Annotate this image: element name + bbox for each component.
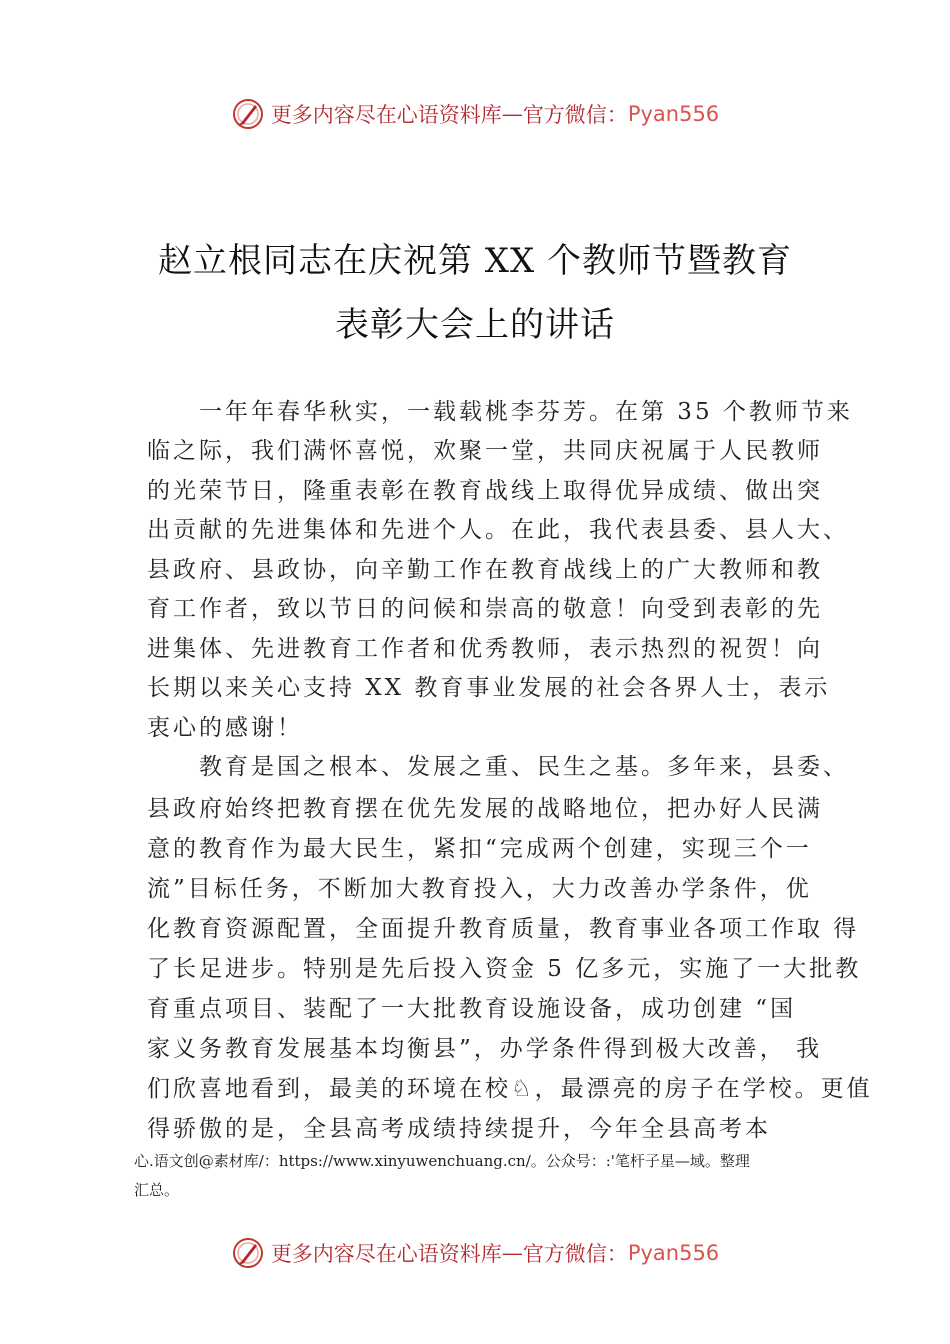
document-title-line-2: 表彰大会上的讲话 bbox=[335, 305, 615, 345]
banner-wechat-label: 官方微信： bbox=[522, 103, 628, 127]
body-line: 们欣喜地看到，最美的环境在校♘，最漂亮的房子在学校。更值 bbox=[147, 1076, 873, 1102]
banner-text: 更多内容尽在心语资料库 bbox=[270, 103, 502, 127]
footer-banner bbox=[0, 1233, 950, 1273]
body-line: 育工作者，致以节日的问候和崇高的敬意！向受到表彰的先 bbox=[147, 596, 823, 622]
body-line: 意的教育作为最大民生，紧扣“完成两个创建，实现三个一 bbox=[147, 836, 812, 862]
body-line: 出贡献的先进集体和先进个人。在此，我代表县委、县人大、 bbox=[147, 517, 849, 543]
body-line: 长期以来关心支持 XX 教育事业发展的社会各界人士，表示 bbox=[147, 675, 831, 701]
body-line: 进集体、先进教育工作者和优秀教师，表示热烈的祝贺！向 bbox=[147, 636, 823, 662]
banner-separator: — bbox=[501, 102, 523, 126]
body-line: 流”目标任务，不断加大教育投入，大力改善办学条件，优 bbox=[147, 876, 812, 902]
body-line: 衷心的感谢！ bbox=[147, 715, 303, 741]
banner-wechat-id: Pyan556 bbox=[627, 102, 720, 126]
document-title-line-1: 赵立根同志在庆祝第 XX 个教师节暨教育 bbox=[157, 241, 793, 281]
body-line: 一年年春华秋实，一载载桃李芬芳。在第 35 个教师节来 bbox=[147, 399, 853, 425]
body-line: 县政府始终把教育摆在优先发展的战略地位，把办好人民满 bbox=[147, 796, 823, 822]
body-line: 县政府、县政协，向辛勤工作在教育战线上的广大教师和教 bbox=[147, 557, 823, 583]
footer-source-note: 心.语文创@素材库/：https://www.xinyuwenchuang.cn/。公众号：:'笔杆子星—域。整理 bbox=[134, 1152, 750, 1170]
body-line: 化教育资源配置，全面提升教育质量，教育事业各项工作取 得 bbox=[147, 916, 860, 942]
body-line: 家义务教育发展基本均衡县”，办学条件得到极大改善， 我 bbox=[147, 1036, 823, 1062]
header-banner bbox=[0, 94, 950, 134]
body-line: 得骄傲的是，全县高考成绩持续提升，今年全县高考本 bbox=[147, 1116, 771, 1142]
banner-text: 更多内容尽在心语资料库 bbox=[270, 1242, 502, 1266]
banner-separator: — bbox=[501, 1241, 523, 1265]
body-line: 的光荣节日，隆重表彰在教育战线上取得优异成绩、做出突 bbox=[147, 478, 823, 504]
footer-source-note-cont: 汇总。 bbox=[134, 1181, 180, 1199]
body-line: 临之际，我们满怀喜悦，欢聚一堂，共同庆祝属于人民教师 bbox=[147, 438, 823, 464]
quill-seal-logo-icon bbox=[231, 97, 265, 131]
body-line: 育重点项目、装配了一大批教育设施设备，成功创建 “国 bbox=[147, 996, 797, 1022]
banner-wechat-id: Pyan556 bbox=[627, 1241, 720, 1265]
body-line: 了长足进步。特别是先后投入资金 5 亿多元，实施了一大批教 bbox=[147, 956, 862, 982]
body-line: 教育是国之根本、发展之重、民生之基。多年来，县委、 bbox=[147, 754, 849, 780]
quill-seal-logo-icon bbox=[231, 1236, 265, 1270]
banner-wechat-label: 官方微信： bbox=[522, 1242, 628, 1266]
